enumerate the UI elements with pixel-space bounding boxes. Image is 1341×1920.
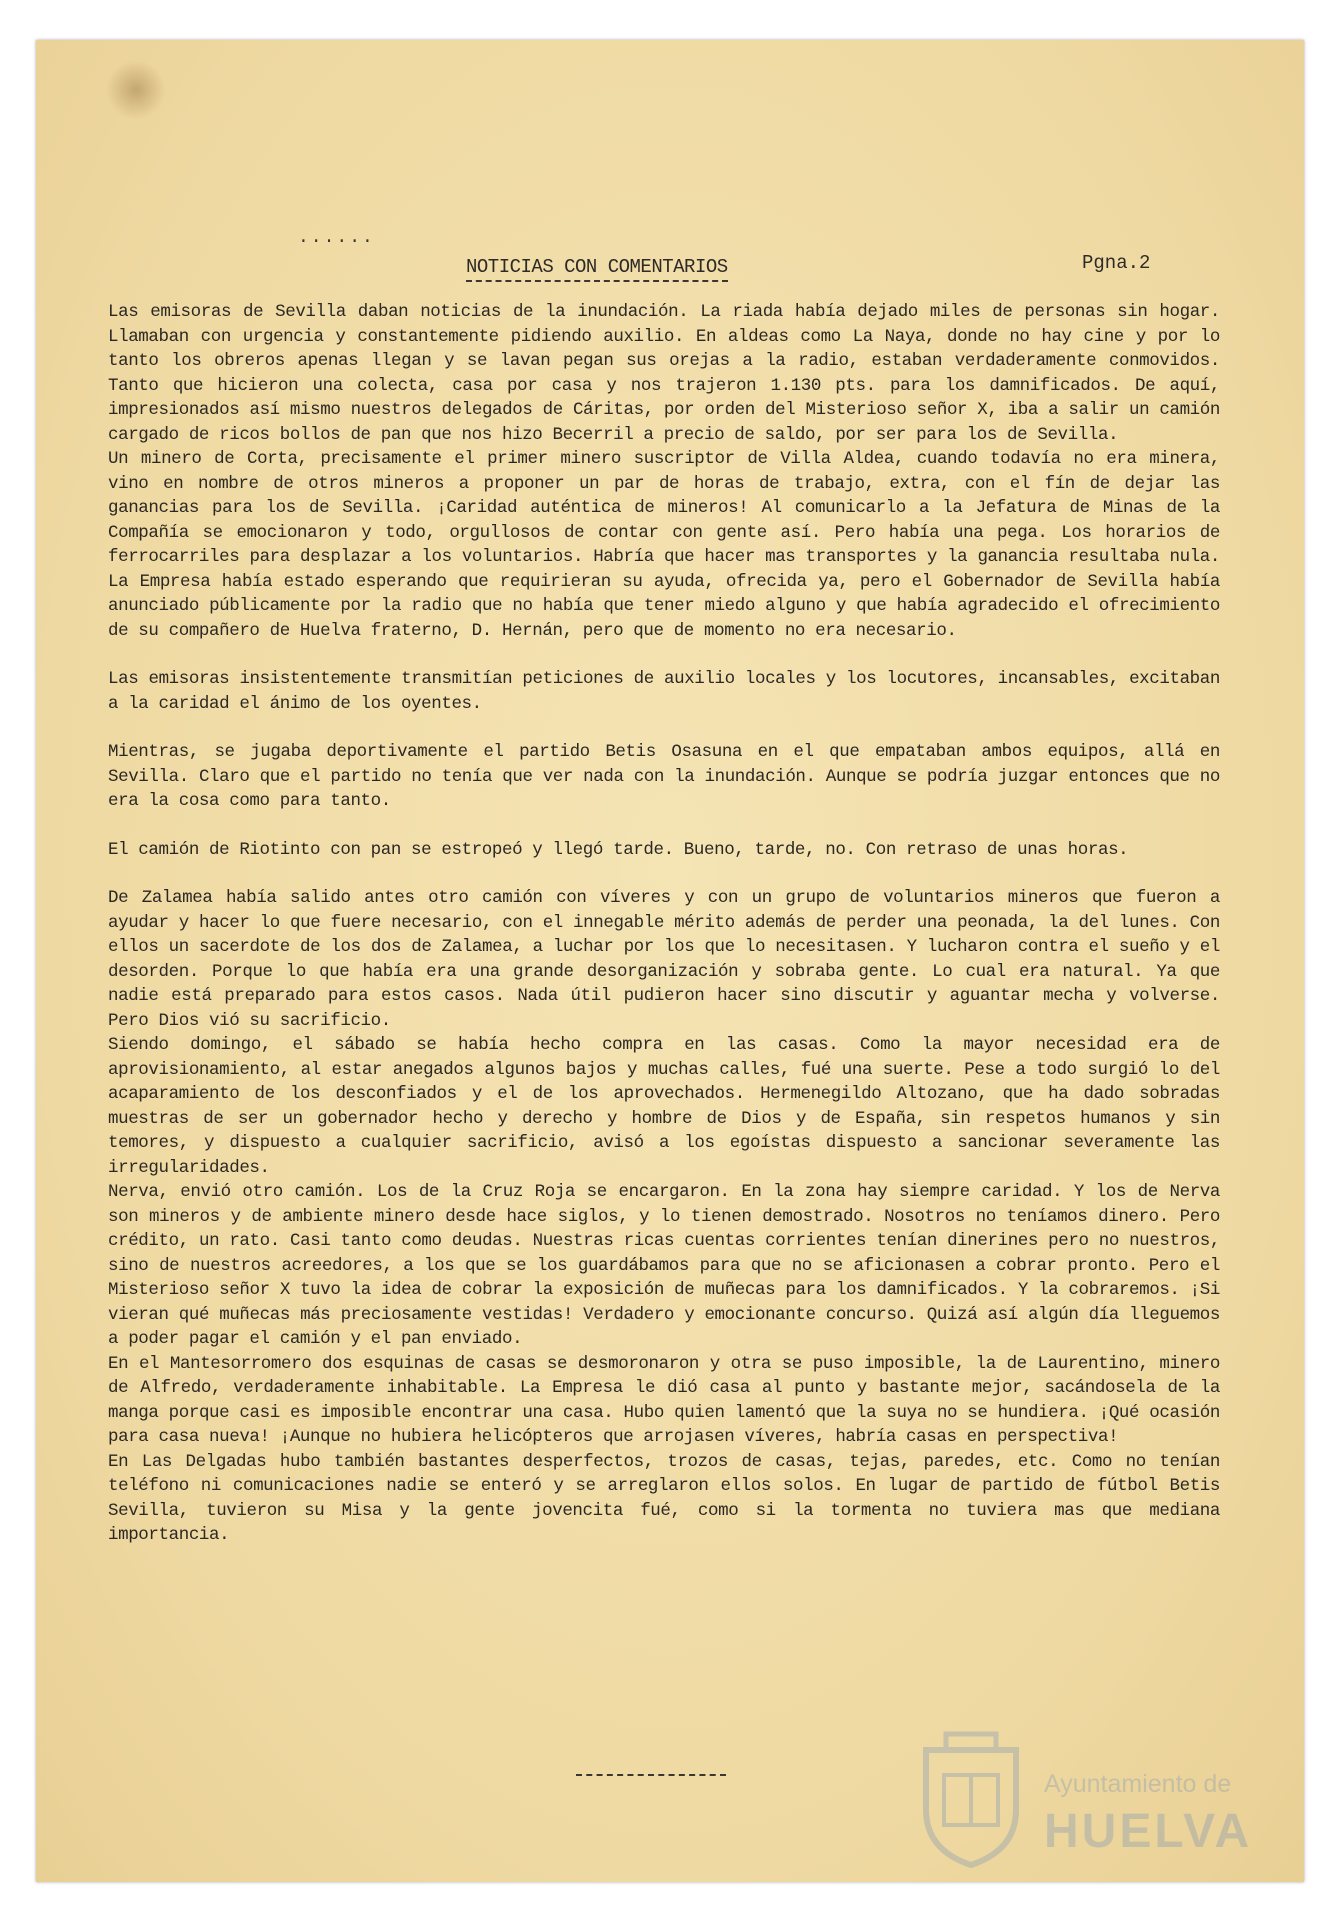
paragraph: Las emisoras de Sevilla daban noticias de la inundación. La riada había dejado miles de personas sin hogar. Llamaban con urgencia y constantemente pidiendo auxilio. En aldeas como La Naya, donde no hay cine y por lo tanto los obreros apenas llegan y se lavan pegan sus orejas a la radio, estaban verdaderamente conmovidos. Tanto que hicieron una colecta, casa por casa y nos trajeron 1.130 pts. para los damnificados. De aquí, impresionados así mismo nuestros delegados de Cáritas, por orden del Misterioso señor X, iba a salir un camión cargado de ricos bollos de pan que nos hizo Becerril a precio de saldo, por ser para los de Sevilla.	[108, 302, 1220, 445]
watermark-line2: HUELVA	[1044, 1805, 1253, 1858]
ink-stain	[96, 60, 176, 120]
paragraph: Un minero de Corta, precisamente el primer minero suscriptor de Villa Aldea, cuando todavía no era minera, vino en nombre de otros mineros a proponer un par de horas de trabajo, extra, con el fín de dejar las ganancias para los de Sevilla. ¡Caridad auténtica de mineros! Al comunicarlo a la Jefatura de Minas de la Compañía se emocionaron y todo, orgullosos de contar con gente así. Pero había una pega. Los horarios de ferrocarriles para desplazar a los voluntarios. Habría que hacer mas transportes y la ganancia resultaba nula. La Empresa había estado esperando que requirieran su ayuda, ofrecida ya, pero el Gobernador de Sevilla había anunciado públicamente por la radio que no había que tener miedo alguno y que había agradecido el ofrecimiento de su compañero de Huelva fraterno, D. Hernán, pero que de momento no era necesario.	[108, 449, 1220, 641]
document-title: NOTICIAS CON COMENTARIOS	[466, 256, 728, 282]
document-page	[36, 40, 1304, 1882]
shield-icon	[916, 1730, 1026, 1870]
header-dots: ......	[298, 228, 375, 248]
paragraph: El camión de Riotinto con pan se estropeó y llegó tarde. Bueno, tarde, no. Con retraso de unas horas.	[108, 839, 1129, 860]
paragraph: Las emisoras insistentemente transmitían peticiones de auxilio locales y los locutores, incansables, excitaban a la caridad el ánimo de los oyentes.	[108, 669, 1220, 714]
paragraph: Mientras, se jugaba deportivamente el partido Betis Osasuna en el que empataban ambos equipos, allá en Sevilla. Claro que el partido no tenía que ver nada con la inundación. Aunque se podría juzgar entonces que no era la cosa como para tanto.	[108, 742, 1220, 811]
ayuntamiento-watermark	[916, 1730, 1296, 1880]
paragraph: En el Mantesorromero dos esquinas de casas se desmoronaron y otra se puso imposible, la de Laurentino, minero de Alfredo, verdaderamente inhabitable. La Empresa le dió casa al punto y bastante mejor, sacándosela de la manga porque casi es imposible encontrar una casa. Hubo quien lamentó que la suya no se hundiera. ¡Qué ocasión para casa nueva! ¡Aunque no hubiera helicópteros que arrojasen víveres, habría casas en perspectiva!	[108, 1353, 1220, 1447]
paragraph: En Las Delgadas hubo también bastantes desperfectos, trozos de casas, tejas, paredes, etc. Como no tenían teléfono ni comunicaciones nadie se enteró y se arreglaron ellos solos. En lugar de partido de fútbol Betis Sevilla, tuvieron su Misa y la gente jovencita fué, como si la tormenta no tuviera mas que mediana importancia.	[108, 1451, 1220, 1545]
document-body	[108, 300, 1220, 1548]
paragraph: Siendo domingo, el sábado se había hecho compra en las casas. Como la mayor necesidad era de aprovisionamiento, al estar anegados algunos bajos y muchas calles, fué una suerte. Pese a todo surgió lo del acaparamiento de los desconfiados y el de los aprovechados. Hermenegildo Altozano, que ha dado sobradas muestras de ser un gobernador hecho y derecho y hombre de Dios y de España, sin respetos humanos y sin temores, y dispuesto a cualquier sacrificio, avisó a los egoístas dispuesto a sancionar severamente las irregularidades.	[108, 1035, 1220, 1178]
end-divider	[576, 1774, 726, 1776]
watermark-line1: Ayuntamiento de	[1044, 1770, 1232, 1798]
page-number: Pgna.2	[1082, 252, 1151, 274]
paragraph: De Zalamea había salido antes otro camión con víveres y con un grupo de voluntarios mineros que fueron a ayudar y hacer lo que fuere necesario, con el innegable mérito además de perder una peonada, la del lunes. Con ellos un sacerdote de los dos de Zalamea, a luchar por los que lo necesitasen. Y lucharon contra el sueño y el desorden. Porque lo que había era una grande desorganización y sobraba gente. Lo cual era natural. Ya que nadie está preparado para estos casos. Nada útil pudieron hacer sino discutir y aguantar mecha y volverse. Pero Dios vió su sacrificio.	[108, 888, 1220, 1031]
paragraph: Nerva, envió otro camión. Los de la Cruz Roja se encargaron. En la zona hay siempre caridad. Y los de Nerva son mineros y de ambiente minero desde hace siglos, y lo tienen demostrado. Nosotros no teníamos dinero. Pero crédito, un rato. Casi tanto como deudas. Nuestras ricas cuentas corrientes tenían dinerines pero no nuestros, sino de nuestros acreedores, a los que se los guardábamos para que no se aficionasen a cobrar pronto. Pero el Misterioso señor X tuvo la idea de cobrar la exposición de muñecas para los damnificados. Y la cobraremos. ¡Si vieran qué muñecas más preciosamente vestidas! Verdadero y emocionante concurso. Quizá así algún día lleguemos a poder pagar el camión y el pan enviado.	[108, 1182, 1220, 1349]
